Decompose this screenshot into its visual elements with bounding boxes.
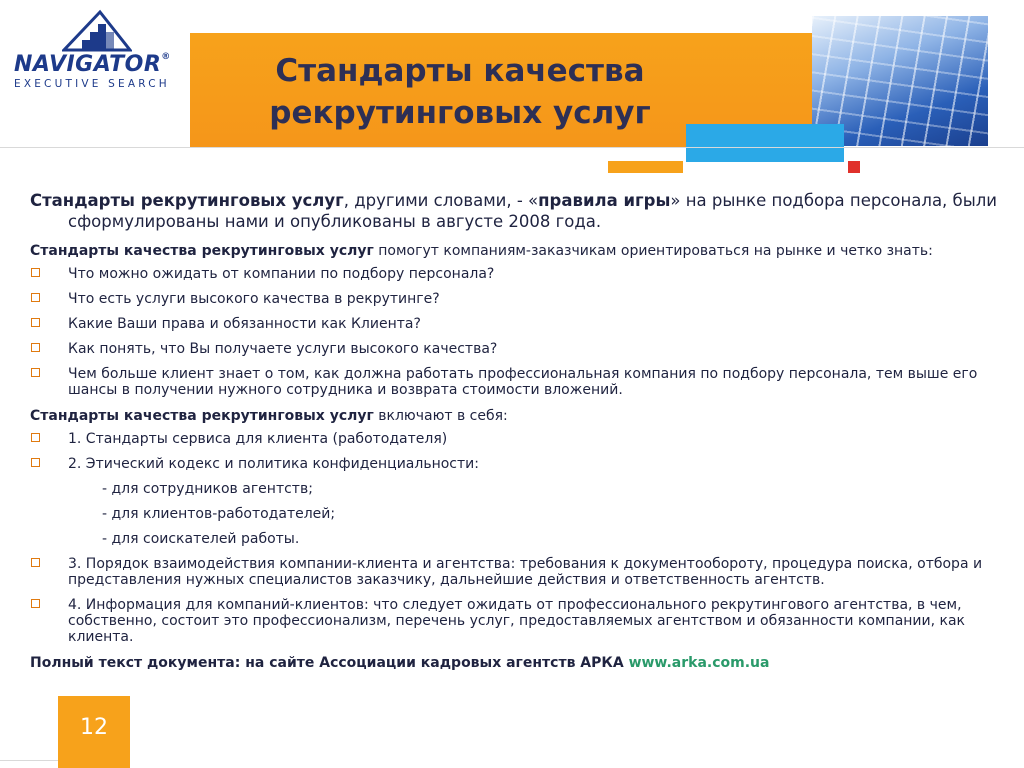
list-item: Что есть услуги высокого качества в рекрутинге? <box>30 291 1000 307</box>
header-divider <box>0 147 1024 148</box>
arka-website-link[interactable]: www.arka.com.ua <box>628 655 770 671</box>
checkbox-bullet-icon <box>31 368 40 377</box>
sub-item: - для соискателей работы. <box>102 531 300 547</box>
checkbox-bullet-icon <box>31 599 40 608</box>
navigator-logo <box>10 8 190 88</box>
list-item: Чем больше клиент знает о том, как должна работать профессиональная компания по подбору персонала, тем выше его шансы в получении нужного сотрудника и возврата стоимости вложений. <box>30 366 1000 398</box>
checkbox-bullet-icon <box>31 293 40 302</box>
list-item: Какие Ваши права и обязанности как Клиента? <box>30 316 1000 332</box>
checkbox-bullet-icon <box>31 558 40 567</box>
list-item: Как понять, что Вы получаете услуги высокого качества? <box>30 341 1000 357</box>
checkbox-bullet-icon <box>31 458 40 467</box>
sub-item: - для сотрудников агентств; <box>102 481 313 497</box>
list-item: 4. Информация для компаний-клиентов: что следует ожидать от профессионального рекрутингового агентства, в чем, собственно, состоит это профессионализм, перечень услуг, предоставляемых агентством и обязанности компании, как клиента. <box>30 597 1000 645</box>
section2-list <box>30 431 1000 472</box>
section2-lead: Стандарты качества рекрутинговых услуг включают в себя: <box>30 408 508 424</box>
section1-lead: Стандарты качества рекрутинговых услуг помогут компаниям-заказчикам ориентироваться на рынке и четко знать: <box>30 243 933 259</box>
sub-item: - для клиентов-работодателей; <box>102 506 336 522</box>
checkbox-bullet-icon <box>31 318 40 327</box>
slide-title: Стандарты качества рекрутинговых услуг <box>269 53 651 131</box>
list-item: 2. Этический кодекс и политика конфиденциальности: <box>30 456 1000 472</box>
section2-list-cont <box>30 556 1000 645</box>
footer-divider <box>0 760 58 761</box>
checkbox-bullet-icon <box>31 268 40 277</box>
list-item: 1. Стандарты сервиса для клиента (работодателя) <box>30 431 1000 447</box>
checkbox-bullet-icon <box>31 433 40 442</box>
checkbox-bullet-icon <box>31 343 40 352</box>
section1-list <box>30 266 1000 398</box>
intro-paragraph: Стандарты рекрутинговых услуг, другими словами, - «правила игры» на рынке подбора персонала, были сформулированы нами и опубликованы в августе 2008 года. <box>30 191 998 231</box>
slide-content <box>30 190 1000 678</box>
header-red-accent <box>848 161 860 173</box>
list-item: Что можно ожидать от компании по подбору персонала? <box>30 266 1000 282</box>
page-number: 12 <box>58 696 130 768</box>
header-orange-accent <box>608 161 683 173</box>
stairs-logo-icon <box>62 8 132 52</box>
list-item: 3. Порядок взаимодействия компании-клиента и агентства: требования к документообороту, процедура поиска, отбора и представления нужных специалистов заказчику, дальнейшие действия и ответственность агентств. <box>30 556 1000 588</box>
logo-subtitle: EXECUTIVE SEARCH <box>14 78 170 90</box>
logo-name: NAVIGATOR® <box>14 52 171 77</box>
footer-note: Полный текст документа: на сайте Ассоциации кадровых агентств АРКА www.arka.com.ua <box>30 655 770 671</box>
